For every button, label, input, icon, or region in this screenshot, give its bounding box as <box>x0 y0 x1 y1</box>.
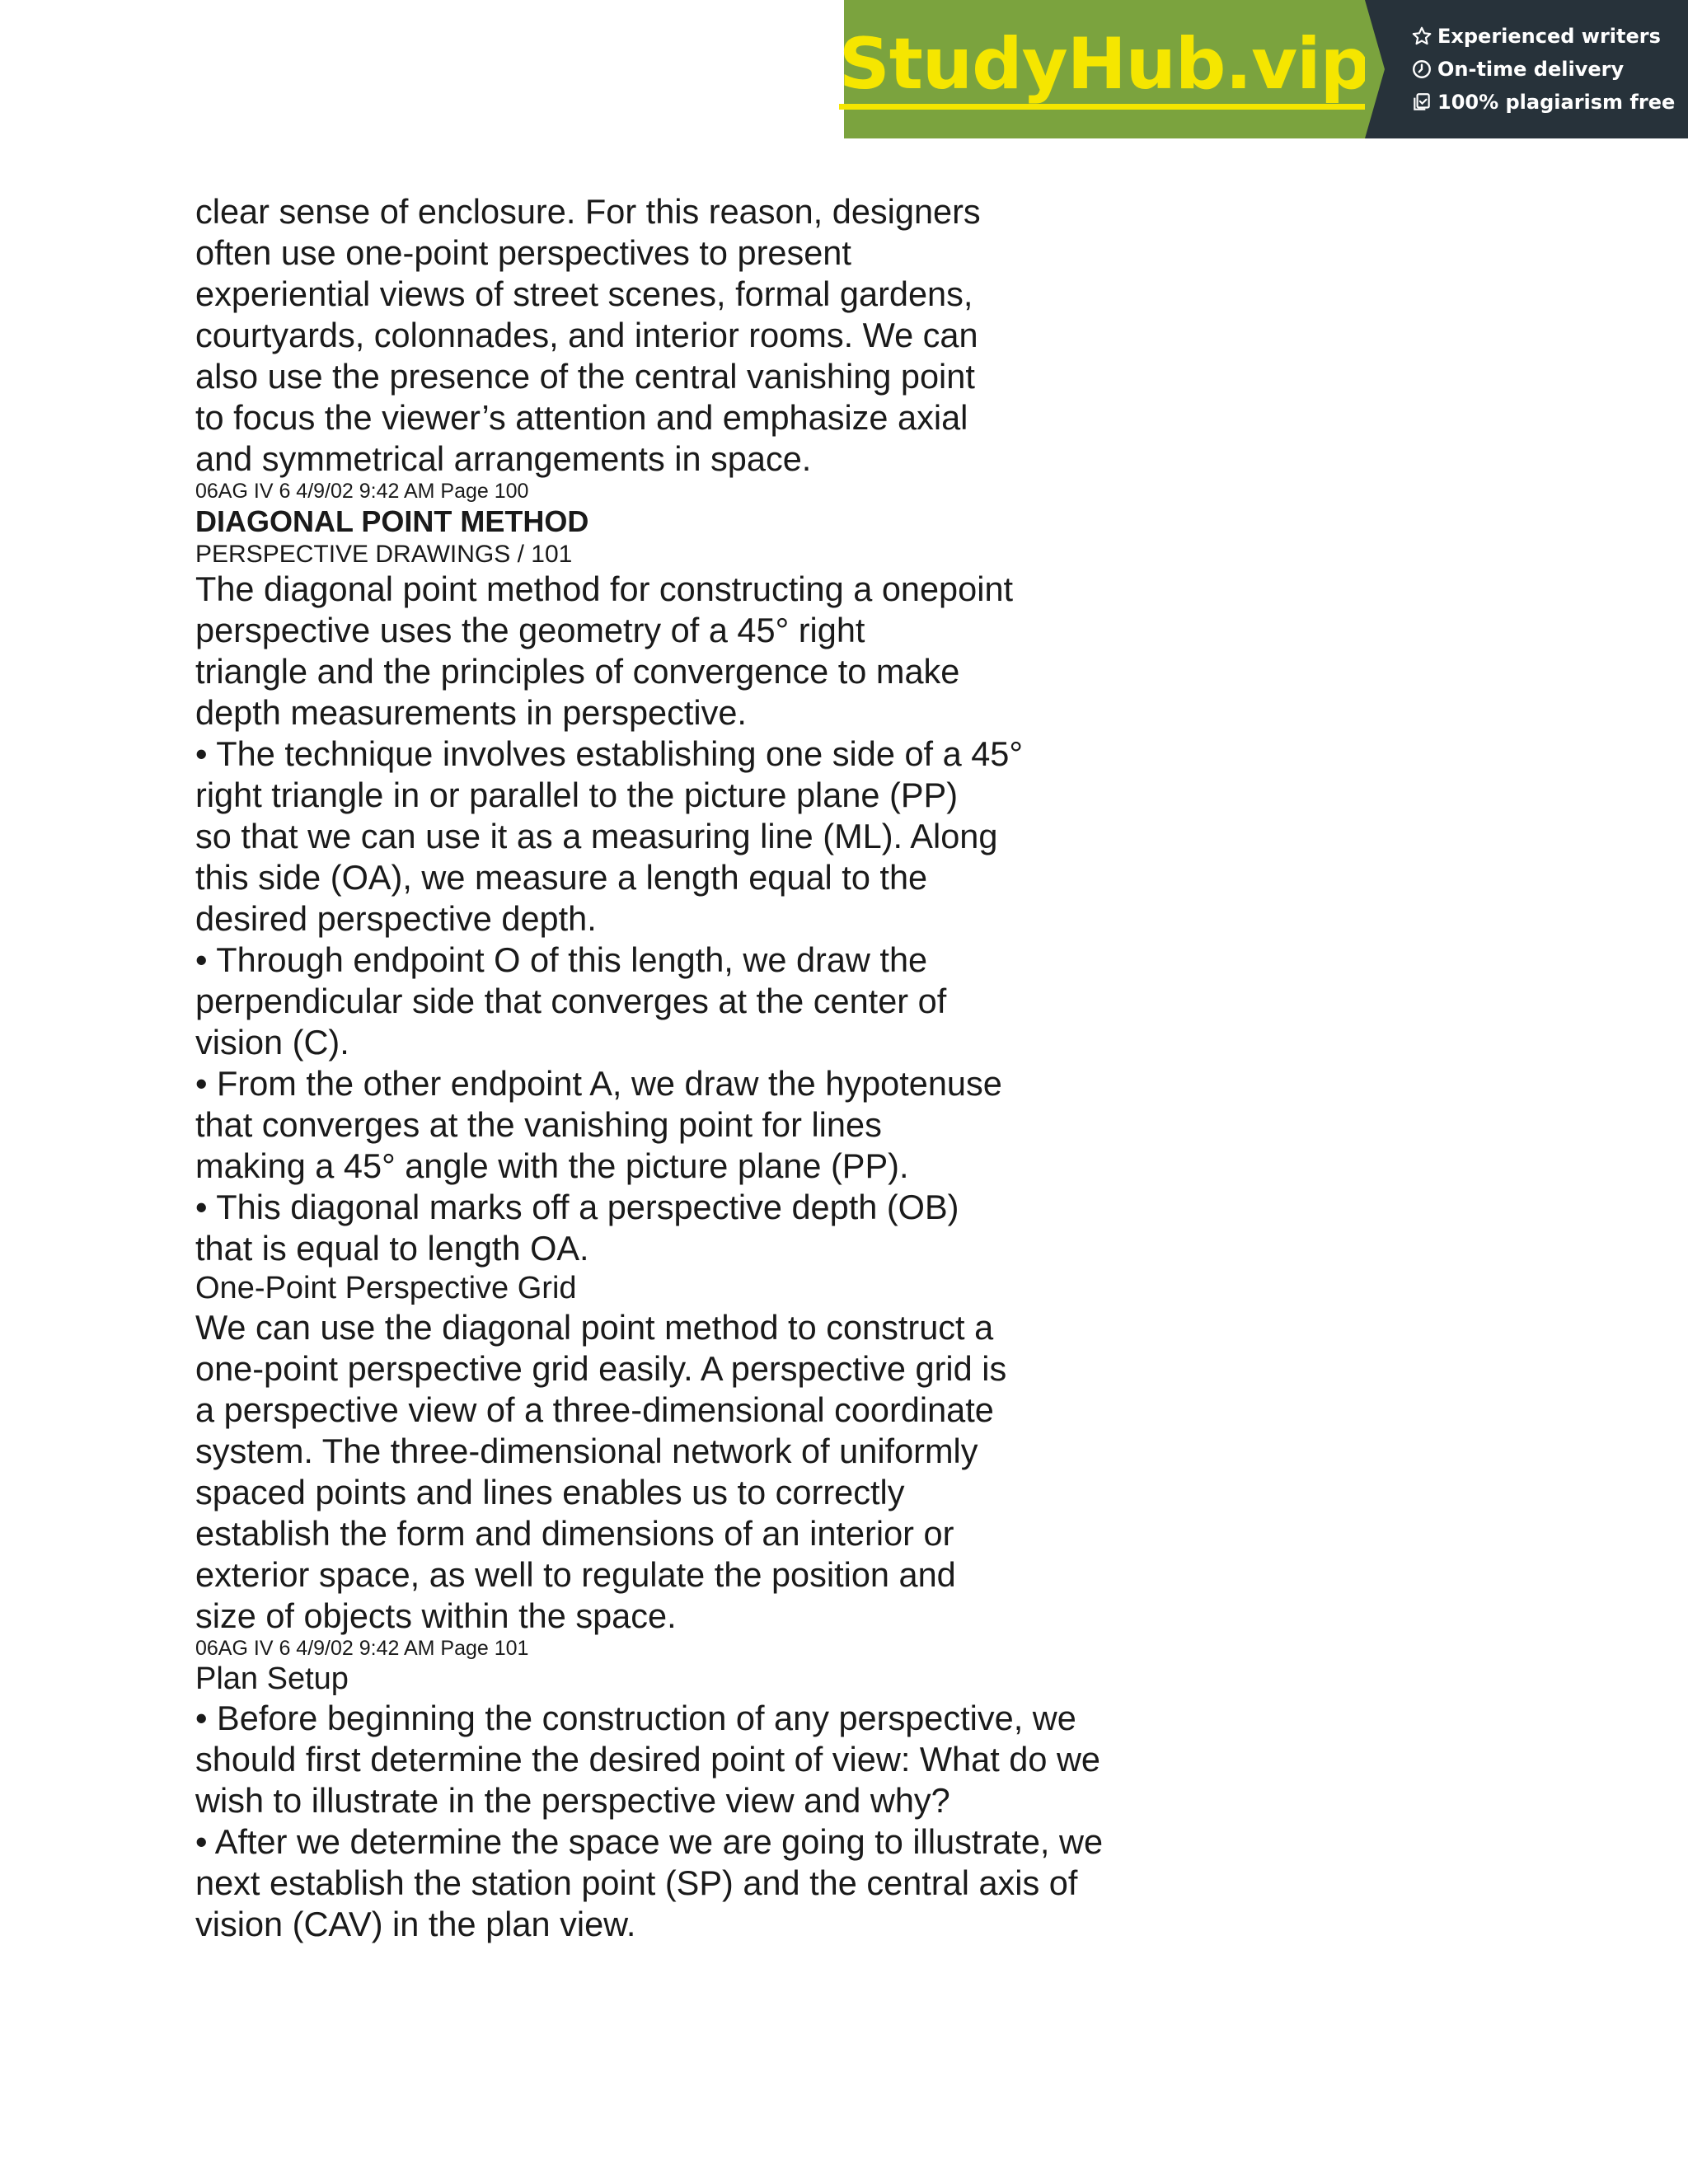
text-line: that converges at the vanishing point for lines <box>195 1105 882 1144</box>
diagonal-method-paragraph <box>195 569 1184 1269</box>
text-line: • From the other endpoint A, we draw the hypotenuse <box>195 1064 1002 1103</box>
text-line: depth measurements in perspective. <box>195 693 747 732</box>
page-marker: 06AG IV 6 4/9/02 9:42 AM Page 100 <box>195 480 529 503</box>
text-line: We can use the diagonal point method to construct a <box>195 1308 994 1347</box>
running-head: PERSPECTIVE DRAWINGS / 101 <box>195 541 573 568</box>
text-line: system. The three-dimensional network of uniformly <box>195 1432 978 1470</box>
text-line: to focus the viewer’s attention and emphasize axial <box>195 398 968 437</box>
feature-plagiarism-free <box>1411 90 1688 115</box>
text-line: right triangle in or parallel to the picture plane (PP) <box>195 776 959 814</box>
document-body <box>195 191 1184 1945</box>
text-line: should first determine the desired point of view: What do we <box>195 1740 1101 1779</box>
text-line: experiential views of street scenes, formal gardens, <box>195 274 973 313</box>
text-line: this side (OA), we measure a length equal to the <box>195 858 928 897</box>
text-line: wish to illustrate in the perspective view and why? <box>195 1781 950 1820</box>
text-line: so that we can use it as a measuring line (ML). Along <box>195 817 998 855</box>
text-line: and symmetrical arrangements in space. <box>195 439 812 478</box>
text-line: that is equal to length OA. <box>195 1229 589 1268</box>
text-line: one-point perspective grid easily. A perspective grid is <box>195 1349 1007 1388</box>
feature-list <box>1365 0 1688 138</box>
text-line: • The technique involves establishing one side of a 45° <box>195 734 1023 773</box>
text-line: • After we determine the space we are going to illustrate, we <box>195 1822 1104 1861</box>
text-line: establish the form and dimensions of an interior or <box>195 1514 954 1553</box>
text-line: making a 45° angle with the picture plane (PP). <box>195 1146 909 1185</box>
page-marker: 06AG IV 6 4/9/02 9:42 AM Page 101 <box>195 1637 529 1660</box>
text-line: desired perspective depth. <box>195 899 597 938</box>
text-line: perspective uses the geometry of a 45° right <box>195 611 865 649</box>
clock-icon <box>1411 59 1432 80</box>
text-line: vision (C). <box>195 1023 349 1062</box>
perspective-grid-paragraph <box>195 1307 1184 1637</box>
text-line: spaced points and lines enables us to correctly <box>195 1473 905 1511</box>
intro-paragraph <box>195 191 1184 480</box>
brand-logo-text: StudyHub.vip <box>839 25 1370 110</box>
studyhub-banner[interactable] <box>838 0 1688 138</box>
text-line: • Before beginning the construction of any perspective, we <box>195 1699 1076 1737</box>
feature-label: Experienced writers <box>1437 25 1661 48</box>
star-icon <box>1411 26 1432 47</box>
feature-experienced-writers <box>1411 24 1688 49</box>
text-line: vision (CAV) in the plan view. <box>195 1905 636 1943</box>
text-line: often use one-point perspectives to present <box>195 233 851 272</box>
text-line: • This diagonal marks off a perspective depth (OB) <box>195 1188 959 1226</box>
section-heading: DIAGONAL POINT METHOD <box>195 504 589 538</box>
copy-check-icon <box>1411 91 1432 113</box>
text-line: triangle and the principles of convergence to make <box>195 652 960 691</box>
text-line: a perspective view of a three-dimensional coordinate <box>195 1390 994 1429</box>
plan-setup-paragraph <box>195 1698 1184 1945</box>
text-line: perpendicular side that converges at the center of <box>195 982 947 1020</box>
text-line: also use the presence of the central vanishing point <box>195 357 975 396</box>
text-line: The diagonal point method for constructing a onepoint <box>195 569 1014 608</box>
text-line: • Through endpoint O of this length, we draw the <box>195 940 928 979</box>
feature-label: 100% plagiarism free <box>1437 91 1676 114</box>
text-line: courtyards, colonnades, and interior rooms. We can <box>195 316 978 354</box>
subheading-grid: One-Point Perspective Grid <box>195 1271 577 1305</box>
feature-label: On-time delivery <box>1437 58 1625 81</box>
text-line: next establish the station point (SP) and the central axis of <box>195 1863 1078 1902</box>
text-line: clear sense of enclosure. For this reason, designers <box>195 192 981 231</box>
text-line: exterior space, as well to regulate the position and <box>195 1555 956 1594</box>
feature-on-time-delivery <box>1411 57 1688 82</box>
subheading-plan: Plan Setup <box>195 1661 349 1696</box>
brand-block <box>838 0 1371 138</box>
text-line: size of objects within the space. <box>195 1596 677 1635</box>
